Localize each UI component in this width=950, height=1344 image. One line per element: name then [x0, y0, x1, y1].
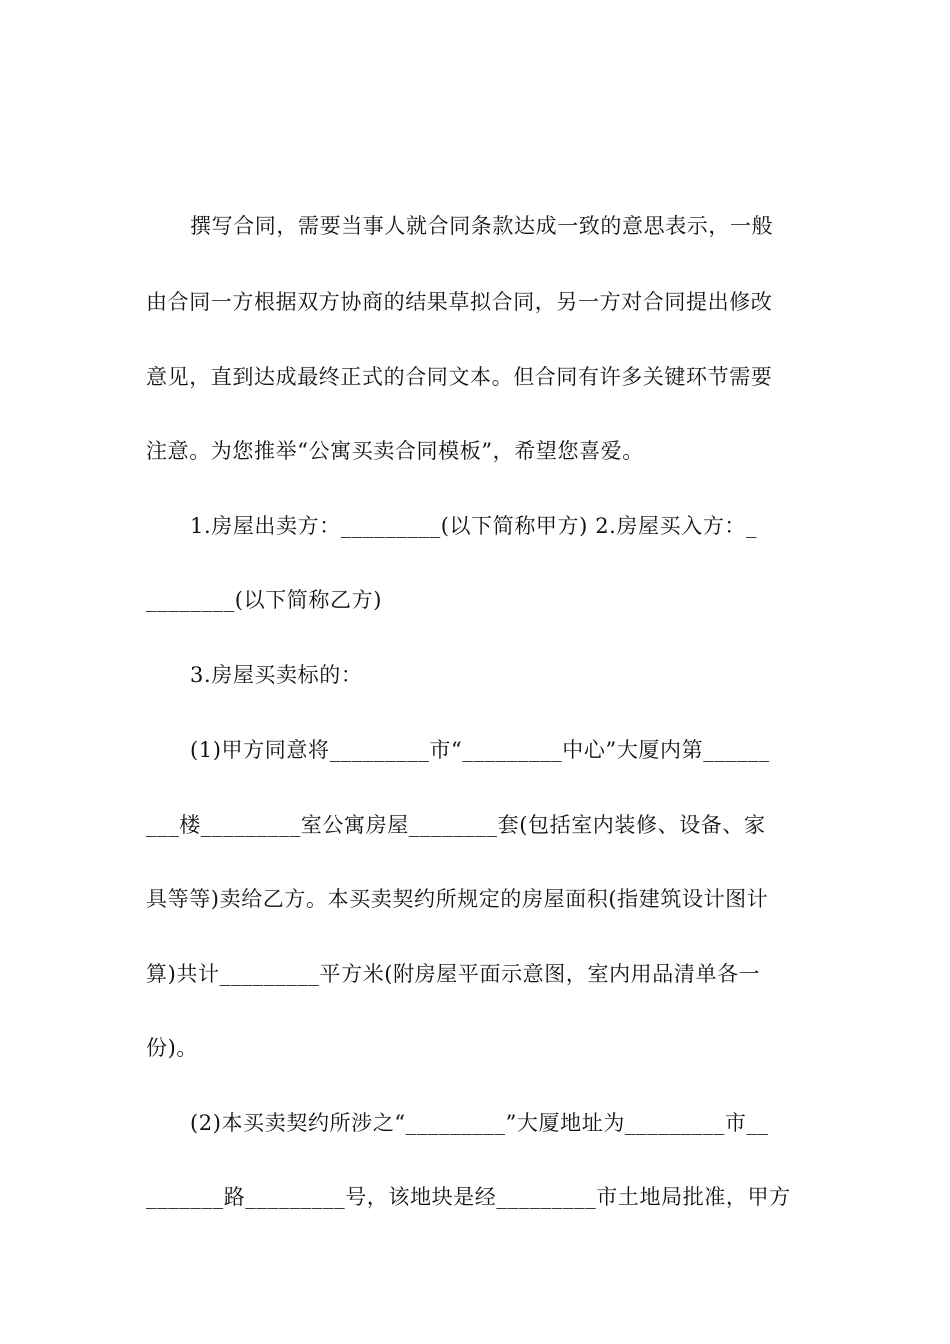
clause-line: 份)。	[146, 1036, 198, 1060]
clause-line: (1)甲方同意将_________市“_________中心”大厦内第______	[190, 738, 770, 762]
clause-line: 算)共计_________平方米(附房屋平面示意图，室内用品清单各一	[146, 962, 761, 986]
clause-heading: 3.房屋买卖标的：	[190, 663, 363, 687]
clause-line: ___楼_________室公寓房屋________套(包括室内装修、设备、家	[146, 813, 766, 837]
clause-line: 1.房屋出卖方：_________(以下简称甲方) 2.房屋买入方：_	[190, 514, 758, 538]
clause-line: _______路_________号，该地块是经_________市土地局批准，甲方	[146, 1185, 791, 1209]
paragraph-line: 撰写合同，需要当事人就合同条款达成一致的意思表示，一般	[190, 214, 774, 238]
clause-line: (2)本买卖契约所涉之“_________”大厦地址为_________市__	[190, 1111, 769, 1135]
paragraph-line: 由合同一方根据双方协商的结果草拟合同，另一方对合同提出修改	[146, 290, 773, 314]
clause-line: ________(以下简称乙方)	[146, 588, 382, 612]
paragraph-line: 注意。为您推举“公寓买卖合同模板”，希望您喜爱。	[146, 439, 644, 463]
clause-line: 具等等)卖给乙方。本买卖契约所规定的房屋面积(指建筑设计图计	[146, 887, 769, 911]
paragraph-line: 意见，直到达成最终正式的合同文本。但合同有许多关键环节需要	[146, 365, 773, 389]
